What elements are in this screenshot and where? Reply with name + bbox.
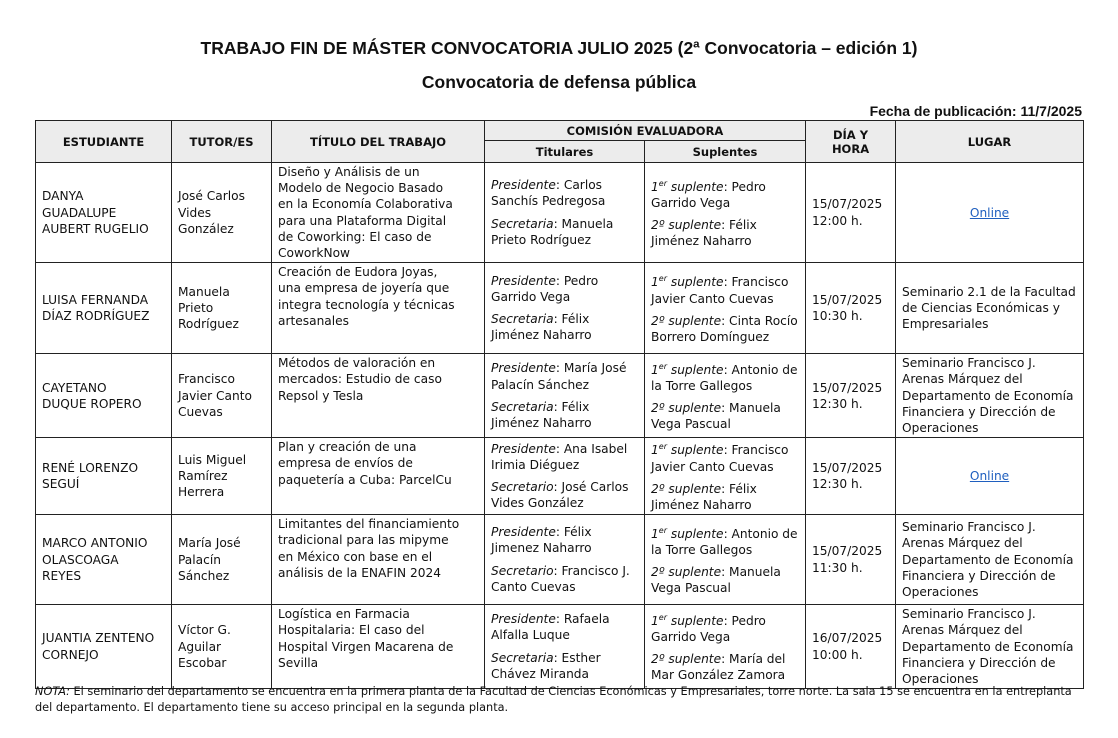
note-label: NOTA: [35, 685, 70, 698]
fecha: 15/07/2025 [812, 293, 883, 308]
titulo-line: Modelo de Negocio Basado [278, 181, 444, 196]
header-tutor: TUTOR/ES [172, 121, 272, 163]
table-row [36, 163, 1084, 263]
estudiante-line: DANYA [42, 189, 84, 204]
cell-suplentes [645, 263, 806, 354]
secretaria-name: : Félix Jiménez Naharro [491, 312, 592, 343]
secretaria-role: Secretario [491, 563, 554, 578]
cell-estudiante [36, 605, 172, 689]
tutor-line: Sánchez [178, 568, 230, 583]
titulo-line: análisis de la ENAFIN 2024 [278, 565, 441, 580]
secretaria-entry [491, 216, 638, 248]
secretaria-role: Secretario [491, 480, 554, 495]
suplente-2-entry [651, 217, 799, 249]
suplente-1-number: 1 [651, 443, 659, 458]
suplente-2-name: : Manuela Vega Pascual [651, 401, 781, 432]
header-lugar: LUGAR [896, 121, 1084, 163]
presidente-role: Presidente [491, 525, 556, 540]
estudiante-line: MARCO ANTONIO [42, 536, 148, 551]
footnote [35, 684, 1085, 716]
tutor-line: Javier Canto [178, 388, 252, 403]
fecha: 16/07/2025 [812, 631, 883, 646]
cell-titulo [272, 438, 485, 515]
header-comision: COMISIÓN EVALUADORA [485, 121, 806, 141]
secretaria-name: : Manuela Prieto Rodríguez [491, 216, 614, 247]
presidente-role: Presidente [491, 361, 556, 376]
titulo-line: Logística en Farmacia [278, 607, 410, 622]
header-estudiante: ESTUDIANTE [36, 121, 172, 163]
titulo-line: empresa de envíos de [278, 456, 413, 471]
table-body [36, 163, 1084, 689]
cell-tutor [172, 438, 272, 515]
cell-titulares [485, 438, 645, 515]
tutor-line: Vides [178, 205, 212, 220]
titulo-line: para una Plataforma Digital [278, 213, 447, 228]
cell-suplentes [645, 163, 806, 263]
online-link[interactable]: Online [969, 469, 1010, 484]
suplente-2-entry [651, 400, 799, 432]
estudiante-line: LUISA FERNANDA [42, 293, 149, 308]
suplente-2-entry [651, 564, 799, 596]
estudiante-line: GUADALUPE [42, 205, 117, 220]
presidente-name: : Pedro Garrido Vega [491, 273, 599, 305]
cell-titulares [485, 263, 645, 354]
presidente-role: Presidente [491, 178, 556, 193]
lugar-text: Seminario Francisco J. Arenas Márquez del Departamento de Economía Financiera y Dirección de Operaciones [902, 607, 1074, 686]
cell-suplentes [645, 438, 806, 515]
secretaria-name: : Francisco J. Canto Cuevas [491, 563, 630, 594]
secretaria-entry [491, 650, 638, 682]
suplente-1-name: : Francisco Javier Canto Cuevas [651, 443, 789, 474]
estudiante-line: DUQUE ROPERO [42, 396, 142, 411]
hora: 10:00 h. [812, 647, 863, 662]
cell-estudiante [36, 438, 172, 515]
cell-lugar [896, 354, 1084, 438]
suplente-2-entry [651, 651, 799, 683]
secretaria-role: Secretaria [491, 650, 554, 665]
tutor-line: Víctor G. [178, 623, 231, 638]
cell-suplentes [645, 354, 806, 438]
tutor-line: Escobar [178, 655, 227, 670]
titulo-line: en la Economía Colaborativa [278, 197, 453, 212]
hora: 12:00 h. [812, 213, 863, 228]
cell-lugar [896, 163, 1084, 263]
secretaria-entry [491, 399, 638, 431]
presidente-name: : Carlos Sanchís Pedregosa [491, 178, 606, 209]
presidente-name: : Rafaela Alfalla Luque [491, 612, 610, 643]
publication-date: Fecha de publicación: 11/7/2025 [869, 103, 1082, 119]
fecha: 15/07/2025 [812, 544, 883, 559]
suplente-2-number: 2º [651, 218, 665, 233]
cell-tutor [172, 263, 272, 354]
estudiante-line: CORNEJO [42, 647, 99, 662]
suplente-1-entry [651, 359, 799, 394]
cell-titulares [485, 354, 645, 438]
cell-titulo [272, 515, 485, 605]
suplente-1-entry [651, 610, 799, 645]
presidente-role: Presidente [491, 273, 556, 288]
presidente-name: : Félix Jimenez Naharro [491, 525, 592, 556]
estudiante-line: SEGUÍ [42, 477, 80, 492]
cell-suplentes [645, 605, 806, 689]
suplente-1-role: suplente [670, 443, 724, 458]
cell-lugar [896, 605, 1084, 689]
suplente-2-name: : Félix Jiménez Naharro [651, 218, 757, 249]
presidente-entry [491, 360, 638, 392]
cell-tutor [172, 605, 272, 689]
table-row [36, 263, 1084, 354]
document-title: TRABAJO FIN DE MÁSTER CONVOCATORIA JULIO 2025 (2ª Convocatoria – edición 1) [200, 38, 918, 58]
cell-titulo [272, 354, 485, 438]
secretaria-name: : Félix Jiménez Naharro [491, 399, 592, 430]
suplente-1-name: : Pedro Garrido Vega [651, 179, 766, 210]
suplente-1-role: suplente [670, 613, 724, 628]
titulo-line: una empresa de joyería que [278, 281, 450, 296]
suplente-2-number: 2º [651, 401, 665, 416]
tutor-line: Luis Miguel [178, 452, 247, 467]
suplente-1-superscript: er [658, 525, 667, 535]
titulo-line: de Coworking: El caso de [278, 229, 432, 244]
tutor-line: José Carlos [178, 189, 245, 204]
suplente-1-superscript: er [658, 361, 667, 371]
cell-dia-hora [806, 354, 896, 438]
presidente-name: : Ana Isabel Irimia Diéguez [491, 441, 628, 472]
cell-titulares [485, 163, 645, 263]
header-dia-hora-line2: HORA [831, 141, 870, 156]
suplente-1-role: suplente [670, 179, 724, 194]
cell-tutor [172, 515, 272, 605]
fecha: 15/07/2025 [812, 197, 883, 212]
lugar-text: Seminario Francisco J. Arenas Márquez del Departamento de Economía Financiera y Dirección de Operaciones [902, 520, 1074, 599]
suplente-1-name: : Antonio de la Torre Gallegos [651, 362, 798, 394]
cell-estudiante [36, 354, 172, 438]
titulo-line: Hospitalaria: El caso del [278, 623, 425, 638]
titulo-line: integra tecnología y técnicas [278, 297, 455, 312]
suplente-2-number: 2º [651, 481, 665, 496]
estudiante-line: AUBERT RUGELIO [42, 221, 149, 236]
document-subtitle: Convocatoria de defensa pública [421, 72, 697, 92]
estudiante-line: REYES [42, 568, 82, 583]
suplente-1-name: : Antonio de la Torre Gallegos [651, 526, 798, 557]
estudiante-line: RENÉ LORENZO [42, 460, 139, 475]
hora: 12:30 h. [812, 396, 863, 411]
defense-schedule-table [35, 120, 1084, 689]
presidente-entry [491, 524, 638, 556]
header-dia-hora [806, 121, 896, 163]
cell-lugar [896, 438, 1084, 515]
presidente-entry [491, 273, 638, 305]
titulo-line: Limitantes del financiamiento [278, 517, 460, 532]
tutor-line: Cuevas [178, 404, 223, 419]
suplente-1-number: 1 [651, 179, 659, 194]
cell-titulares [485, 515, 645, 605]
lugar-text: Seminario 2.1 de la Facultad de Ciencias Económicas y Empresariales [902, 284, 1076, 332]
tutor-line: Ramírez [178, 469, 228, 484]
tutor-line: Manuela [178, 284, 230, 299]
titulo-line: Plan y creación de una [278, 440, 417, 455]
titulo-line: en México con base en el [278, 549, 433, 564]
suplente-1-entry [651, 523, 799, 558]
suplente-1-number: 1 [651, 362, 659, 377]
suplente-2-role: suplente [668, 218, 722, 233]
tutor-line: González [178, 221, 234, 236]
cell-dia-hora [806, 263, 896, 354]
suplente-1-superscript: er [658, 442, 667, 452]
tutor-line: Palacín [178, 552, 221, 567]
cell-dia-hora [806, 515, 896, 605]
fecha: 15/07/2025 [812, 460, 883, 475]
suplente-1-name: : Pedro Garrido Vega [651, 613, 766, 644]
suplente-1-entry [651, 176, 799, 211]
titulo-line: mercados: Estudio de caso [278, 372, 442, 387]
suplente-2-role: suplente [668, 313, 722, 328]
tutor-line: María José [178, 536, 241, 551]
note-text: El seminario del departamento se encuentra en la primera planta de la Facultad de Ciencias Económicas y Empresariales, torre norte. La sala 15 se encuentra en la entreplanta del departamento. El departamento tiene su acceso principal en la segunda planta. [35, 685, 1072, 714]
table-row [36, 438, 1084, 515]
cell-dia-hora [806, 163, 896, 263]
cell-titulares [485, 605, 645, 689]
estudiante-line: DÍAZ RODRÍGUEZ [42, 309, 150, 324]
suplente-2-entry [651, 481, 799, 513]
estudiante-line: OLASCOAGA [42, 552, 119, 567]
suplente-2-name: : Cinta Rocío Borrero Domínguez [651, 313, 798, 344]
tutor-line: Rodríguez [178, 317, 239, 332]
tutor-line: Prieto [178, 301, 214, 316]
secretaria-entry [491, 479, 638, 511]
header-suplentes: Suplentes [645, 141, 806, 163]
secretaria-entry [491, 563, 638, 595]
presidente-role: Presidente [491, 441, 556, 456]
suplente-2-role: suplente [668, 481, 722, 496]
secretaria-role: Secretaria [491, 399, 554, 414]
cell-lugar [896, 263, 1084, 354]
suplente-2-name: : Manuela Vega Pascual [651, 565, 781, 596]
suplente-2-name: : Félix Jiménez Naharro [651, 481, 757, 512]
suplente-1-superscript: er [658, 274, 667, 284]
suplente-1-entry [651, 439, 799, 474]
table-row [36, 515, 1084, 605]
secretaria-role: Secretaria [491, 216, 554, 231]
secretaria-role: Secretaria [491, 312, 554, 327]
titulo-line: artesanales [278, 313, 350, 328]
suplente-1-name: : Francisco Javier Canto Cuevas [651, 275, 789, 306]
cell-estudiante [36, 263, 172, 354]
cell-estudiante [36, 515, 172, 605]
cell-tutor [172, 354, 272, 438]
online-link[interactable]: Online [969, 205, 1010, 220]
suplente-2-role: suplente [668, 565, 722, 580]
cell-titulo [272, 605, 485, 689]
header-titulo: TÍTULO DEL TRABAJO [272, 121, 485, 163]
presidente-role: Presidente [491, 612, 556, 627]
suplente-1-number: 1 [651, 275, 659, 290]
hora: 11:30 h. [812, 560, 863, 575]
cell-lugar [896, 515, 1084, 605]
titulo-line: CoworkNow [278, 246, 351, 261]
titulo-line: Hospital Virgen Macarena de [278, 639, 454, 654]
titulo-line: Diseño y Análisis de un [278, 165, 420, 179]
suplente-1-number: 1 [651, 613, 659, 628]
suplente-1-role: suplente [670, 275, 724, 290]
suplente-2-name: : María del Mar González Zamora [651, 652, 786, 683]
suplente-2-number: 2º [651, 313, 665, 328]
estudiante-line: JUANTIA ZENTENO [42, 631, 155, 646]
lugar-text: Seminario Francisco J. Arenas Márquez del Departamento de Economía Financiera y Dirección de Operaciones [902, 356, 1074, 436]
hora: 10:30 h. [812, 309, 863, 324]
titulo-line: Creación de Eudora Joyas, [278, 265, 438, 280]
tutor-line: Aguilar [178, 639, 222, 654]
titulo-line: Métodos de valoración en [278, 356, 436, 371]
cell-dia-hora [806, 605, 896, 689]
suplente-2-role: suplente [668, 652, 722, 667]
suplente-1-entry [651, 271, 799, 306]
tutor-line: Francisco [178, 372, 235, 387]
secretaria-name: : Esther Chávez Miranda [491, 650, 601, 681]
cell-titulo [272, 163, 485, 263]
suplente-1-role: suplente [670, 526, 724, 541]
titulo-line: Sevilla [278, 655, 319, 670]
suplente-1-number: 1 [651, 526, 659, 541]
cell-estudiante [36, 163, 172, 263]
suplente-1-superscript: er [658, 178, 667, 188]
suplente-2-entry [651, 313, 799, 345]
presidente-name: : María José Palacín Sánchez [491, 361, 627, 392]
secretaria-entry [491, 311, 638, 343]
header-dia-hora-line1: DÍA Y [832, 127, 869, 142]
tutor-line: Herrera [178, 485, 225, 500]
titulo-line: paquetería a Cuba: ParcelCu [278, 472, 452, 487]
cell-suplentes [645, 515, 806, 605]
presidente-entry [491, 611, 638, 643]
titulo-line: Repsol y Tesla [278, 388, 364, 403]
suplente-2-number: 2º [651, 565, 665, 580]
secretaria-name: : José Carlos Vides González [491, 480, 629, 511]
fecha: 15/07/2025 [812, 380, 883, 395]
titulo-line: tradicional para las mipyme [278, 533, 449, 548]
hora: 12:30 h. [812, 477, 863, 492]
cell-tutor [172, 163, 272, 263]
cell-titulo [272, 263, 485, 354]
suplente-2-number: 2º [651, 652, 665, 667]
table-row [36, 354, 1084, 438]
suplente-1-role: suplente [670, 362, 724, 377]
suplente-2-role: suplente [668, 401, 722, 416]
estudiante-line: CAYETANO [42, 380, 107, 395]
header-titulares: Titulares [485, 141, 645, 163]
cell-dia-hora [806, 438, 896, 515]
table-row [36, 605, 1084, 689]
suplente-1-superscript: er [658, 612, 667, 622]
presidente-entry [491, 441, 638, 473]
presidente-entry [491, 177, 638, 209]
